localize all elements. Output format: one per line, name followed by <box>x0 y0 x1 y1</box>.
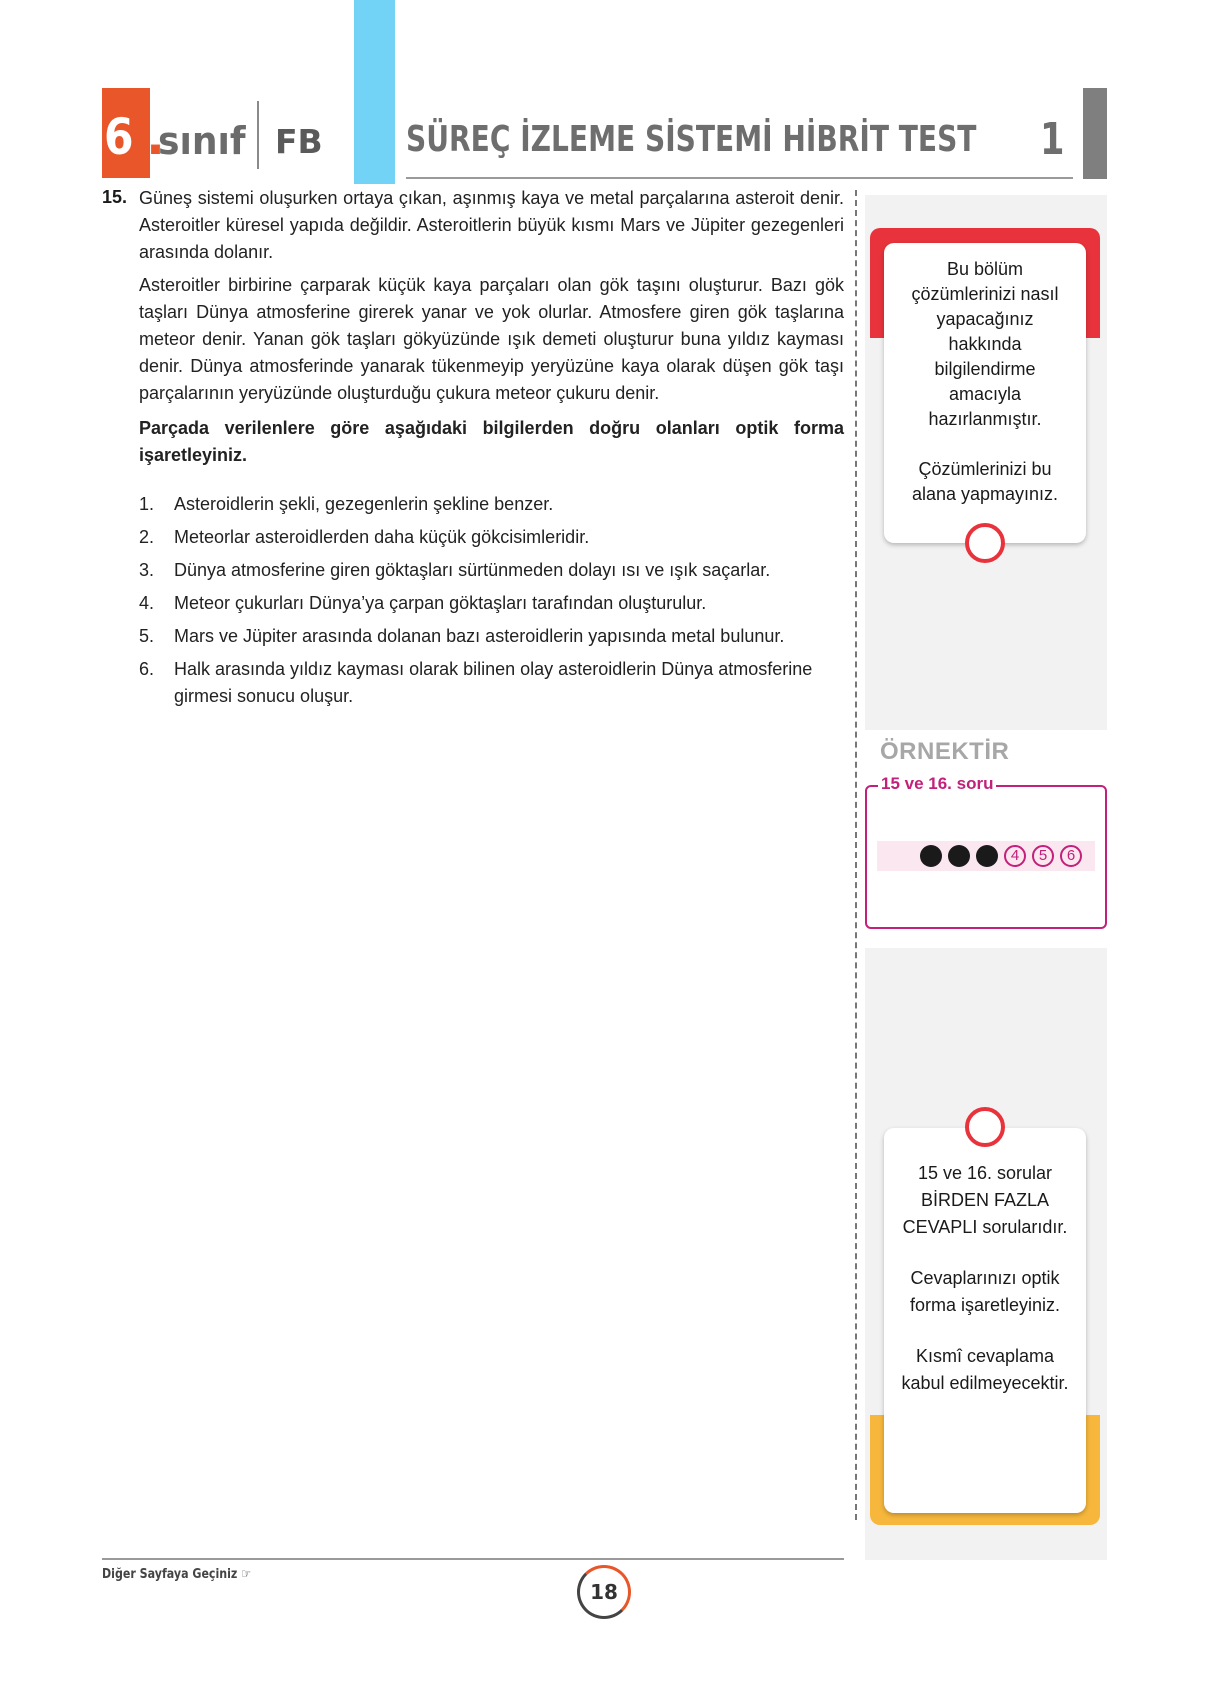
note-card <box>884 1128 1086 1513</box>
filled-bubble <box>976 845 998 867</box>
dashed-divider <box>855 190 857 1520</box>
grade-dot: . <box>146 108 165 166</box>
question-content <box>139 185 844 716</box>
answer-bubbles <box>920 845 1082 867</box>
grade-word: sınıf <box>158 119 246 163</box>
next-page-note: Diğer Sayfaya Geçiniz ☞ <box>102 1567 252 1582</box>
statement-item: 3. Dünya atmosferine giren göktaşları sürtünmeden dolayı ısı ve ışık saçarlar. <box>139 560 771 580</box>
ring-icon <box>965 523 1005 563</box>
info-card <box>884 243 1086 543</box>
info-card-text: Bu bölüm çözümlerinizi nasıl yapacağınız hakkında bilgilendirme amacıyla hazırlanmıştır. <box>911 259 1059 429</box>
statement-item: 4. Meteor çukurları Dünya’ya çarpan göktaşları tarafından oluşturulur. <box>139 593 707 613</box>
statement-item: 2. Meteorlar asteroidlerden daha küçük gökcisimleridir. <box>139 527 590 547</box>
page-number: 18 <box>577 1565 631 1619</box>
question-number: 15. <box>102 187 128 207</box>
filled-bubble <box>948 845 970 867</box>
info-card-warning: Çözümlerinizi bu alana yapmayınız. <box>911 459 1059 504</box>
filled-bubble <box>920 845 942 867</box>
question-paragraph: Asteroitler birbirine çarparak küçük kaya parçaları olan gök taşını oluşturur. Bazı gök taşları Dünya atmosferine girerek yanar ve yok olurlar. Atmosfere giren gök taşlarına meteor denir. Yanan gök taşları gökyüzünde ışık demeti oluşturur buna yıldız kayması denir. Dünya atmosferinde yanarak tükenmeyip yeryüzüne kaya olarak düşen gök taşı parçalarının yeryüzünde oluşturduğu çukura meteor çukuru denir. <box>139 275 844 403</box>
note-card-text: Kısmî cevaplama kabul edilmeyecektir. <box>901 1346 1069 1393</box>
statement-item: 6. Halk arasında yıldız kayması olarak bilinen olay asteroidlerin Dünya atmosferine girmesi sonucu oluşur. <box>139 659 813 706</box>
empty-bubble: 5 <box>1032 845 1054 867</box>
header-grey-block <box>1083 88 1107 179</box>
statement-list <box>139 491 844 710</box>
subject-code: FB <box>275 122 323 161</box>
test-title: SÜREÇ İZLEME SİSTEMİ HİBRİT TEST <box>406 119 977 160</box>
example-label: 15 ve 16. soru <box>878 774 996 794</box>
empty-bubble: 6 <box>1060 845 1082 867</box>
question-instruction: Parçada verilenlere göre aşağıdaki bilgilerden doğru olanları optik forma işaretleyiniz. <box>139 418 844 465</box>
note-card-text: Cevaplarınızı optik forma işaretleyiniz. <box>909 1268 1061 1315</box>
ring-icon <box>965 1107 1005 1147</box>
statement-item: 1. Asteroidlerin şekli, gezegenlerin şekline benzer. <box>139 494 554 514</box>
example-title: ÖRNEKTİR <box>880 738 1010 765</box>
empty-bubble: 4 <box>1004 845 1026 867</box>
header-separator <box>257 101 259 169</box>
footer-line <box>102 1558 844 1560</box>
blue-accent-bar <box>354 0 395 184</box>
question-paragraph: Güneş sistemi oluşurken ortaya çıkan, aşınmış kaya ve metal parçalarına asteroit denir. Asteroitler küresel yapıda değildir. Asteroitlerin büyük kısmı Mars ve Jüpiter gezegenleri arasında dolanır. <box>139 188 844 262</box>
note-card-text: 15 ve 16. sorular BİRDEN FAZLA CEVAPLI sorularıdır. <box>902 1163 1068 1237</box>
test-number: 1 <box>1040 114 1065 165</box>
statement-item: 5. Mars ve Jüpiter arasında dolanan bazı asteroidlerin yapısında metal bulunur. <box>139 626 785 646</box>
title-underline <box>406 177 1073 179</box>
grade-number: 6 <box>104 108 132 166</box>
